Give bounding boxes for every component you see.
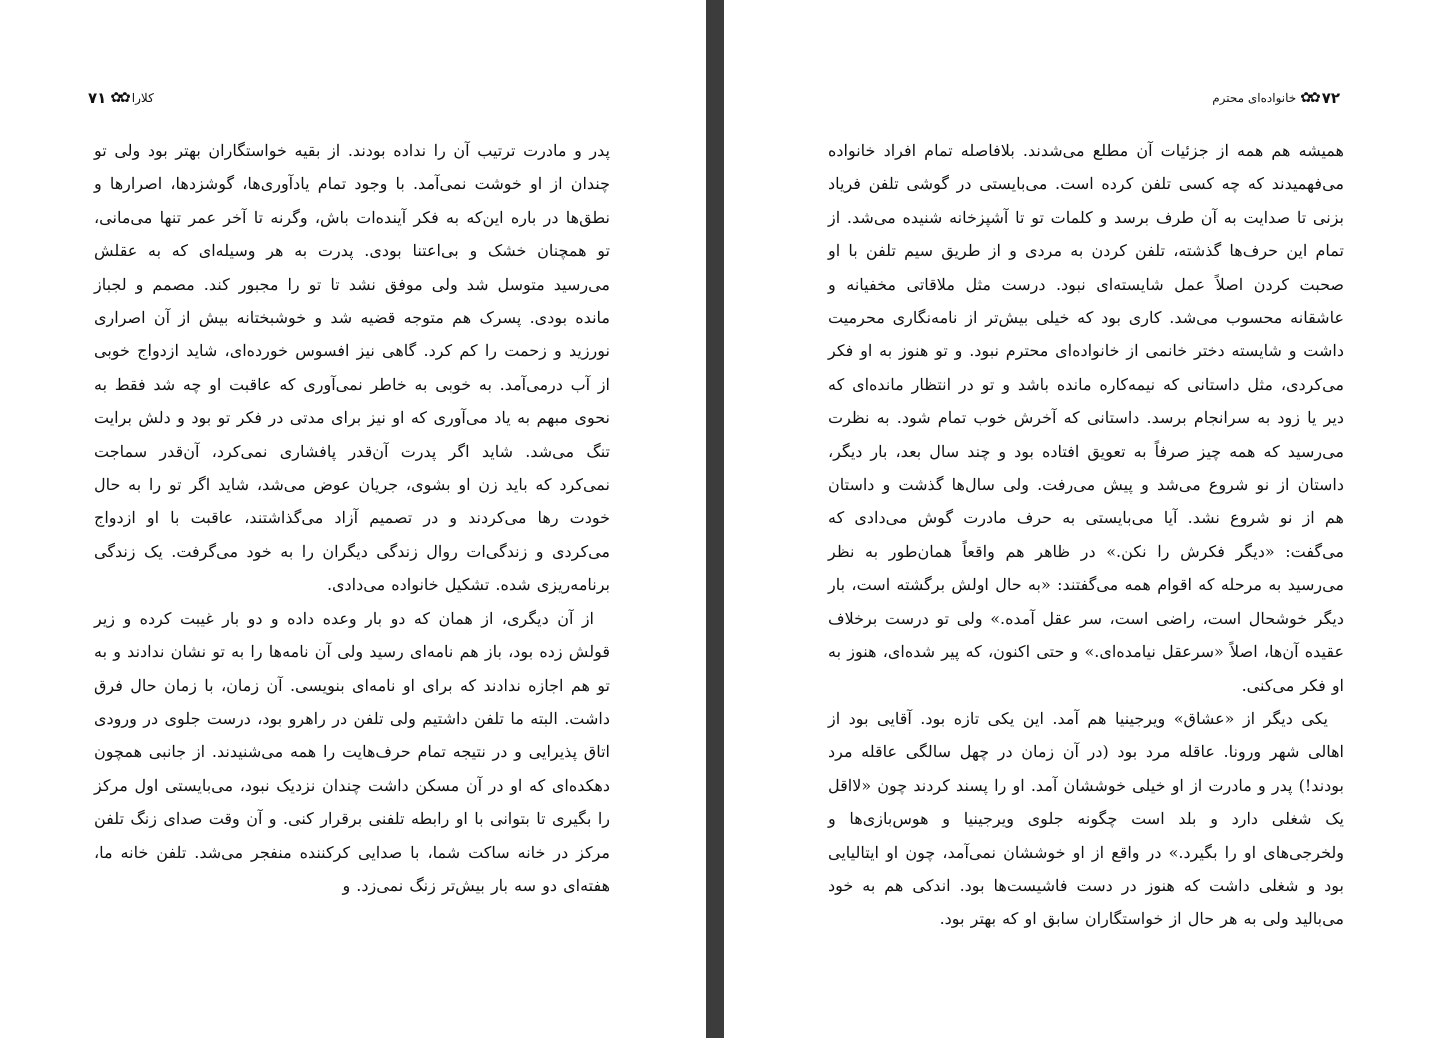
page-number: ۷۲ [1321, 89, 1340, 107]
page-number: ۷۱ [88, 89, 107, 107]
paragraph: از آن دیگری، از همان که دو بار وعده داده و دو بار غیبت کرده و زیر قولش زده بود، باز هم نامه‌ای رسید ولی آن نامه‌ها را به تو نشان ندادند و به تو هم اجازه ندادند که برای او نامه‌ای بنویسی. آن زمان، با زمان حال فرق داشت. البته ما تلفن داشتیم ولی تلفن در راهرو بود، درست جلوی در ورودی اتاق پذیرایی و در نتیجه تمام حرف‌هایت را همه می‌شنیدند. از جانبی همچون دهکده‌ای که او در آن مسکن داشت چندان نزدیک نبود، می‌بایستی اول مرکز را بگیری تا بتوانی با او رابطه تلفنی برقرار کنی. و آن وقت صدای زنگ تلفن مرکز در خانه ساکت شما، با صدایی کرکننده منفجر می‌شد. تلفن خانه ما، هفته‌ای دو سه بار بیش‌تر زنگ نمی‌زد. و [94, 608, 610, 895]
paragraph: یکی دیگر از «عشاق» ویرجینیا هم آمد. این یکی تازه بود. آقایی بود از اهالی شهر ورونا. عاقله مرد بود (در آن زمان در چهل سالگی عاقله مرد بودند!) پدر و مادرت از او خیلی خوششان آمد. او را پسند کردند چون «لااقل یک شغلی دارد و بلد است چگونه جلوی ویرجینیا و هوس‌بازی‌ها و ولخرجی‌های او را بگیرد.» در واقع از او خوششان نمی‌آمد، چون او ایتالیایی بود و شغلی داشت که هنوز در دست فاشیست‌ها بود. اندکی هم به خود می‌بالید ولی به هر حال از خواستگاران سابق او که بهتر بود. [828, 708, 1345, 929]
page-body [828, 134, 1344, 936]
running-title: خانواده‌ای محترم [1212, 91, 1297, 105]
running-title: کلارا [131, 91, 154, 105]
double-flower-ornament-icon: ✿✿ [110, 90, 128, 106]
paragraph: همیشه هم همه از جزئیات آن مطلع می‌شدند. بلافاصله تمام افراد خانواده می‌فهمیدند که چه کسی تلفن کرده است. می‌بایستی در گوشی تلفن فریاد بزنی تا صدایت به آن طرف برسد و کلمات تو تا آشپزخانه شنیده می‌شد. از تمام این حرف‌ها گذشته، تلفن کردن به مردی و از طریق سیم تلفن با او صحبت کردن اصلاً عمل شایسته‌ای نبود. درست مثل ملاقاتی مخفیانه و عاشقانه محسوب می‌شد. کاری بود که خیلی بیش‌تر از نامه‌نگاری محرمیت داشت و شایسته دختر خانمی از خانواده‌ای محترم نبود. و تو هنوز به او فکر می‌کردی، مثل داستانی که نیمه‌کاره مانده باشد و تو در انتظار مانده‌ای که دیر یا زود به سرانجام برسد. داستانی که آخرش خوب تمام شود. به نظرت می‌رسید که همه چیز صرفاً به تعویق افتاده بود و چند سال بعد، بار دیگر، داستان از نو شروع می‌شد و پیش می‌رفت. ولی سال‌ها گذشت و داستان هم از نو شروع نشد. آیا می‌بایستی به حرف مادرت گوش می‌دادی که می‌گفت: «دیگر فکرش را نکن.» در ظاهر هم واقعاً همان‌طور به نظر می‌رسید به مرحله که اقوام همه می‌گفتند: «به حال اولش برگشته است، بار دیگر خوشحال است، راضی است، سر عقل آمده.» ولی تو درست برخلاف عقیده آن‌ها، اصلاً «سرعقل نیامده‌ای.» و حتی اکنون، که پیر شده‌ای، هنوز به او فکر می‌کنی. [828, 141, 1344, 695]
book-gutter [706, 0, 724, 1038]
right-page-header [1212, 86, 1340, 110]
double-flower-ornament-icon: ✿✿ [1300, 90, 1318, 106]
left-page [0, 0, 706, 1038]
paragraph: پدر و مادرت ترتیب آن را نداده بودند. از بقیه خواستگاران بهتر بود ولی تو چندان از او خوشت نمی‌آمد. با وجود تمام یادآوری‌ها، گوشزدها، اصرارها و نطق‌ها در باره این‌که به فکر آینده‌ات باش، وگرنه تا آخر عمر تنها می‌مانی، تو همچنان خشک و بی‌اعتنا بودی. پدرت به هر وسیله‌ای که به عقلش می‌رسید متوسل شد ولی موفق نشد تا تو را مجبور کند. مصمم و لجباز مانده بودی. پسرک هم متوجه قضیه شد و خوشبختانه بیش از آن اصراری نورزید و زحمت را کم کرد. گاهی نیز افسوس خورده‌ای، شاید ازدواج خوبی از آب درمی‌آمد. به خوبی به خاطر نمی‌آوری که عاقبت او چه شد فقط به نحوی مبهم به یاد می‌آوری که او نیز برای مدتی در فکر تو بود و دلش برایت تنگ می‌شد. شاید اگر پدرت آن‌قدر پافشاری نمی‌کرد، آن‌قدر سماجت نمی‌کرد که باید زن او بشوی، جریان عوض می‌شد، شاید اگر تو را به حال خودت رها می‌کردند و در تصمیم آزاد می‌گذاشتند، عاقبت با او ازدواج می‌کردی و زندگی‌ات روال زندگی دیگران را به خود می‌گرفت. یک زندگی برنامه‌ریزی شده. تشکیل خانواده می‌دادی. [94, 141, 611, 595]
right-page [724, 0, 1430, 1038]
left-page-header [88, 86, 154, 110]
page-body [94, 134, 610, 902]
